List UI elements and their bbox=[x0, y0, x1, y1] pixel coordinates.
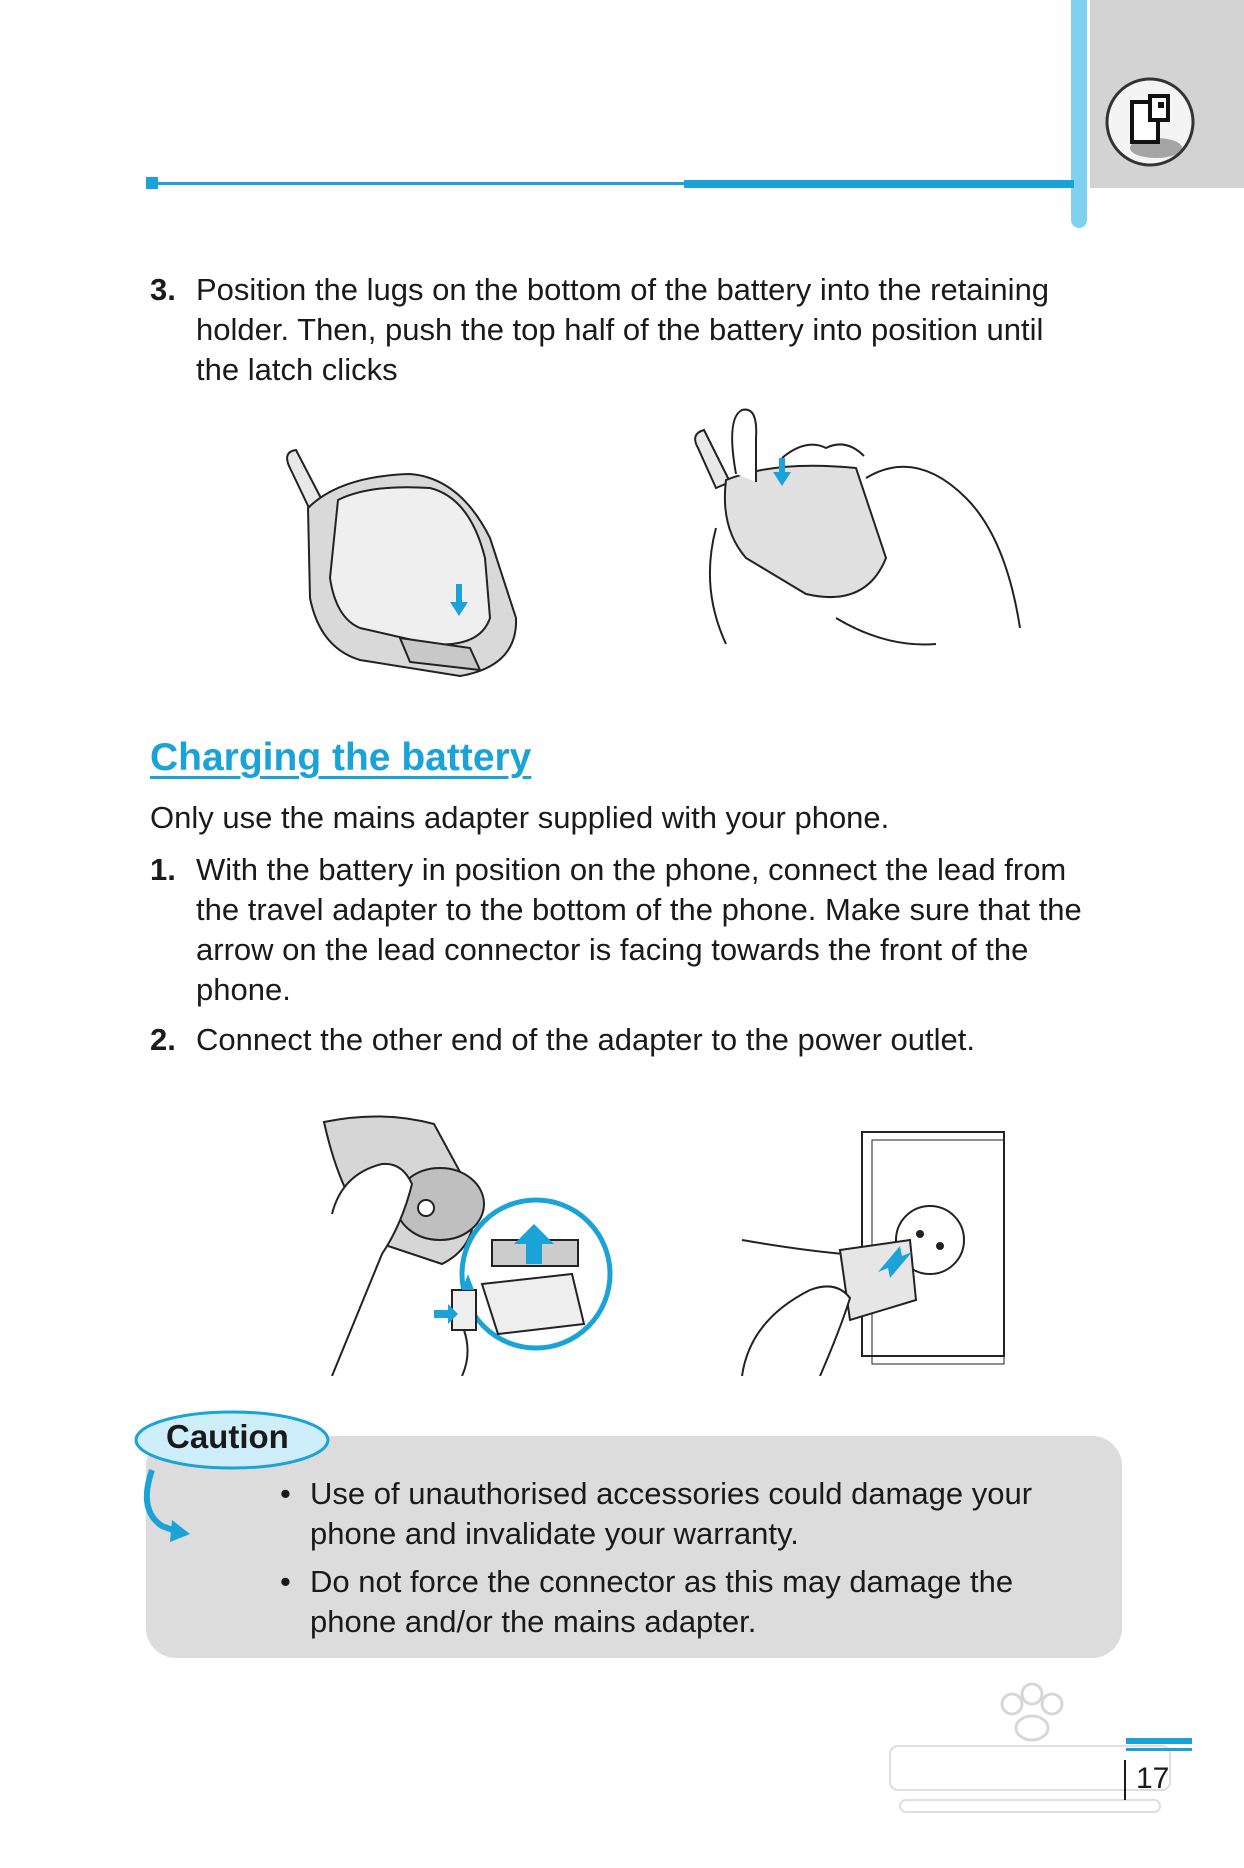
footer-accent-lines bbox=[1126, 1738, 1192, 1758]
section-intro: Only use the mains adapter supplied with your phone. bbox=[150, 800, 890, 835]
phone-book-icon bbox=[1104, 76, 1196, 168]
bullet-line: Use of unauthorised accessories could damage your bbox=[310, 1476, 1033, 1511]
instruction-step-3 bbox=[150, 270, 1130, 390]
step-number: 1. bbox=[150, 852, 176, 887]
caution-label: Caution bbox=[166, 1418, 289, 1455]
caution-bullet bbox=[280, 1562, 1080, 1642]
page-number: 17 bbox=[1136, 1762, 1170, 1795]
caution-bullet bbox=[280, 1474, 1080, 1554]
bullet-line: phone and/or the mains adapter. bbox=[310, 1604, 757, 1639]
instruction-step-2 bbox=[150, 1020, 1130, 1060]
plug-outlet-illustration bbox=[740, 1130, 1010, 1376]
header-rule-dot bbox=[146, 177, 158, 189]
connect-lead-illustration bbox=[322, 1114, 614, 1376]
bullet-line: phone and invalidate your warranty. bbox=[310, 1516, 799, 1551]
hands-pressing-battery-illustration bbox=[686, 408, 1026, 648]
header-rule-thick bbox=[684, 180, 1074, 188]
step-line: the travel adapter to the bottom of the phone. Make sure that the bbox=[196, 892, 1082, 927]
step-line: Position the lugs on the bottom of the battery into the retaining bbox=[196, 272, 1050, 307]
page-number-divider bbox=[1124, 1760, 1126, 1800]
step-line: holder. Then, push the top half of the battery into position until bbox=[196, 312, 1044, 347]
section-title: Charging the battery bbox=[150, 736, 532, 779]
bullet-dot: • bbox=[280, 1476, 291, 1511]
bullet-dot: • bbox=[280, 1564, 291, 1599]
step-line: the latch clicks bbox=[196, 352, 398, 387]
corner-accent-bar bbox=[1071, 0, 1087, 228]
step-line: Connect the other end of the adapter to the power outlet. bbox=[196, 1022, 975, 1057]
step-line: phone. bbox=[196, 972, 291, 1007]
header-rule bbox=[148, 182, 684, 185]
step-number: 2. bbox=[150, 1022, 176, 1057]
phone-battery-illustration bbox=[280, 448, 530, 688]
step-line: With the battery in position on the phone, connect the lead from bbox=[196, 852, 1067, 887]
step-number: 3. bbox=[150, 272, 176, 307]
instruction-step-1 bbox=[150, 850, 1130, 1010]
step-line: arrow on the lead connector is facing towards the front of the bbox=[196, 932, 1029, 967]
bullet-line: Do not force the connector as this may damage the bbox=[310, 1564, 1014, 1599]
